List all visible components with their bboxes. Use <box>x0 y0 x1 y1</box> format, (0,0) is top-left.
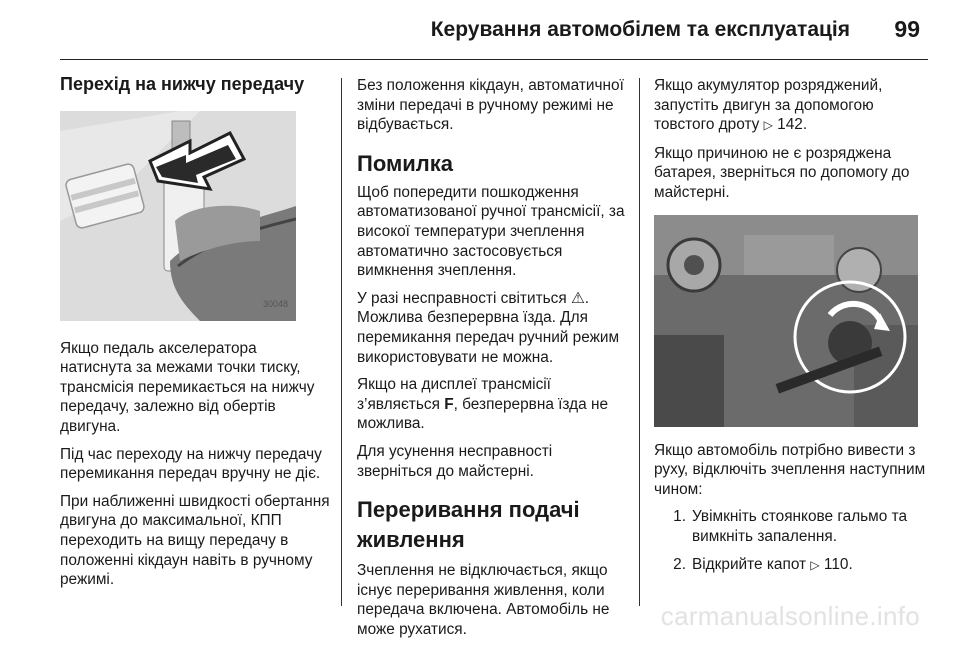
transmission-warning-icon: ⚠ <box>570 289 585 307</box>
page-ref: 110. <box>823 555 853 573</box>
engine-photo-drawing <box>654 215 918 427</box>
column-2 <box>357 76 629 647</box>
column-divider <box>639 78 640 606</box>
pedal-drawing <box>60 111 296 321</box>
section-heading-error: Помилка <box>357 150 453 176</box>
pedal-illustration <box>60 111 296 321</box>
page-number: 99 <box>894 16 920 42</box>
step-number: 1. <box>673 508 686 526</box>
chapter-title: Керування автомобілем та експлуатація <box>430 18 850 41</box>
watermark: carmanualsonline.info <box>660 601 920 631</box>
step-text <box>692 555 853 576</box>
section-heading-power: Переривання подачі живлення <box>357 497 580 553</box>
paragraph <box>654 76 934 136</box>
paragraph: Зчеплення не відключається, якщо існує переривання живлення, коли передача включена. Автомобіль не може рухатися. <box>357 562 610 638</box>
paragraph: Для усунення несправності зверніться до майстерні. <box>357 442 553 480</box>
text: Якщо акумулятор розряджений, запустіть двигун за допомогою товстого дроту <box>654 77 883 134</box>
list-item <box>654 507 934 546</box>
text: Якщо на дисплеї трансмісії з’являється <box>357 376 551 413</box>
text: Відкрийте капот <box>692 555 811 573</box>
text: , безперервна їзда не можлива. <box>357 395 609 433</box>
paragraph <box>357 375 629 434</box>
paragraph <box>357 289 629 367</box>
header-divider <box>60 59 928 60</box>
text: . Можлива безперервна їзда. Для перемикання передач ручний режим використовувати не можна. <box>357 289 620 366</box>
column-3 <box>654 76 934 583</box>
step-number: 2. <box>673 555 686 573</box>
step-text: Увімкніть стоянкове гальмо та вимкніть запалення. <box>692 508 908 545</box>
page-reference-icon: ▷ <box>763 118 773 133</box>
paragraph: Якщо педаль акселератора натиснута за межами точки тиску, трансмісія перемикається на нижчу передачу, залежно від обертів двигуна. <box>60 339 315 435</box>
list-item <box>654 555 934 576</box>
display-letter: F <box>444 395 454 413</box>
page-reference-icon: ▷ <box>810 557 820 572</box>
text: У разі несправності світиться <box>357 289 571 307</box>
column-1 <box>60 72 330 598</box>
column-divider <box>341 78 342 606</box>
section-heading-downshift: Перехід на нижчу передачу <box>60 74 305 94</box>
paragraph: Без положення кікдаун, автоматичної зміни передачі в ручному режимі не відбувається. <box>357 77 624 134</box>
figure-code: 30048 <box>262 299 288 309</box>
engine-photo <box>654 215 918 427</box>
paragraph: Щоб попередити пошкодження автоматизованої ручної трансмісії, за високої температури зчеплення автоматично застосовується вимкнення зчеплення. <box>357 183 625 280</box>
paragraph: Якщо причиною не є розряджена батарея, зверніться по допомогу до майстерні. <box>654 144 910 201</box>
page-ref: 142. <box>777 116 808 134</box>
steps-list <box>654 507 934 575</box>
paragraph: Під час переходу на нижчу передачу перемикання передач вручну не діє. <box>60 445 322 483</box>
paragraph: При наближенні швидкості обертання двигуна до максимальної, КПП переходить на вищу передачу в положенні кікдаун навіть в ручному режимі. <box>60 492 330 589</box>
paragraph: Якщо автомобіль потрібно вивести з руху, відключіть зчеплення наступним чином: <box>654 441 926 498</box>
